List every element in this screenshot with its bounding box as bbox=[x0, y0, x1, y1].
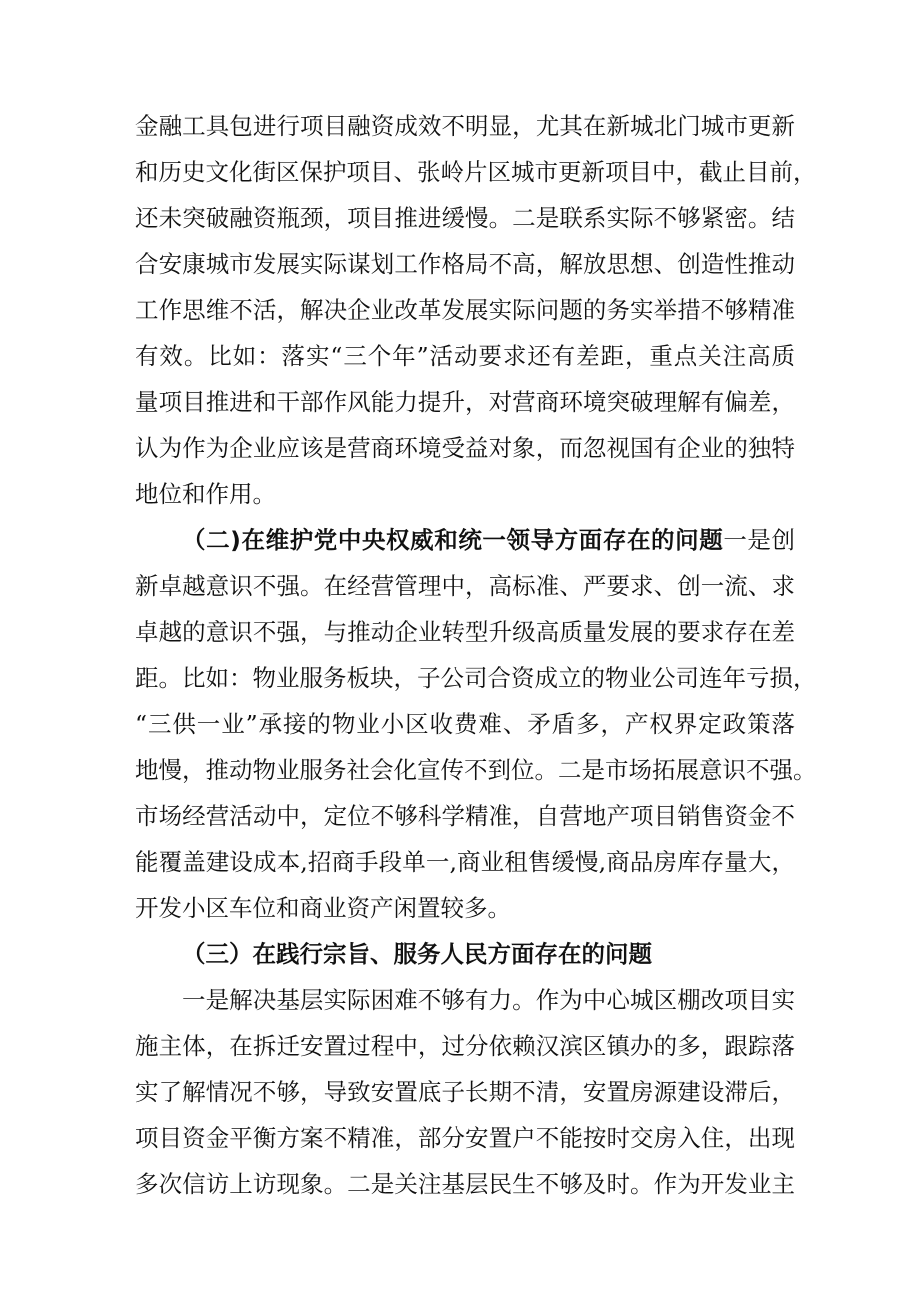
text-line: 施主体，在拆迁安置过程中，过分依赖汉滨区镇办的多，跟踪落 bbox=[135, 1032, 795, 1060]
text-line: 项目资金平衡方案不精准，部分安置户不能按时交房入住，出现 bbox=[135, 1124, 795, 1152]
text-line: 量项目推进和干部作风能力提升，对营商环境突破理解有偏差， bbox=[135, 388, 795, 416]
text-line: 能覆盖建设成本,招商手段单一,商业租售缓慢,商品房库存量大， bbox=[135, 848, 795, 876]
text-line: 认为作为企业应该是营商环境受益对象，而忽视国有企业的独特 bbox=[135, 434, 795, 462]
text-line: 实了解情况不够，导致安置底子长期不清，安置房源建设滞后， bbox=[135, 1078, 795, 1106]
text-line: 市场经营活动中，定位不够科学精准，自营地产项目销售资金不 bbox=[135, 802, 795, 830]
section-3-heading: （三）在践行宗旨、服务人民方面存在的问题 bbox=[182, 940, 652, 968]
text-line: 开发小区车位和商业资产闲置较多。 bbox=[135, 894, 511, 922]
text-line: 地位和作用。 bbox=[135, 480, 276, 508]
section-2-heading: （二)在维护党中央权威和统一领导方面存在的问题 bbox=[182, 526, 724, 554]
text-line: 金融工具包进行项目融资成效不明显，尤其在新城北门城市更新 bbox=[135, 112, 795, 140]
text-line: 一是解决基层实际困难不够有力。作为中心城区棚改项目实 bbox=[182, 986, 795, 1014]
text-line: 新卓越意识不强。在经营管理中，高标准、严要求、创一流、求 bbox=[135, 572, 795, 600]
text-line: 卓越的意识不强，与推动企业转型升级高质量发展的要求存在差 bbox=[135, 618, 795, 646]
text-line: 工作思维不活，解决企业改革发展实际问题的务实举措不够精准 bbox=[135, 296, 795, 324]
text-line: 和历史文化街区保护项目、张岭片区城市更新项目中，截止目前， bbox=[135, 158, 817, 186]
text-line: 距。比如：物业服务板块，子公司合资成立的物业公司连年亏损， bbox=[135, 664, 817, 692]
text-line: “三供一业”承接的物业小区收费难、矛盾多，产权界定政策落 bbox=[135, 710, 795, 738]
text-line: 有效。比如：落实“三个年”活动要求还有差距，重点关注高质 bbox=[135, 342, 795, 370]
text-line: 合安康城市发展实际谋划工作格局不高，解放思想、创造性推动 bbox=[135, 250, 795, 278]
section-2-heading-line bbox=[182, 520, 795, 560]
section-2-heading-tail: 一是创 bbox=[723, 526, 795, 554]
text-line: 多次信访上访现象。二是关注基层民生不够及时。作为开发业主 bbox=[135, 1170, 795, 1198]
text-line: 还未突破融资瓶颈，项目推进缓慢。二是联系实际不够紧密。结 bbox=[135, 204, 795, 232]
text-line: 地慢，推动物业服务社会化宣传不到位。二是市场拓展意识不强。 bbox=[135, 756, 817, 784]
